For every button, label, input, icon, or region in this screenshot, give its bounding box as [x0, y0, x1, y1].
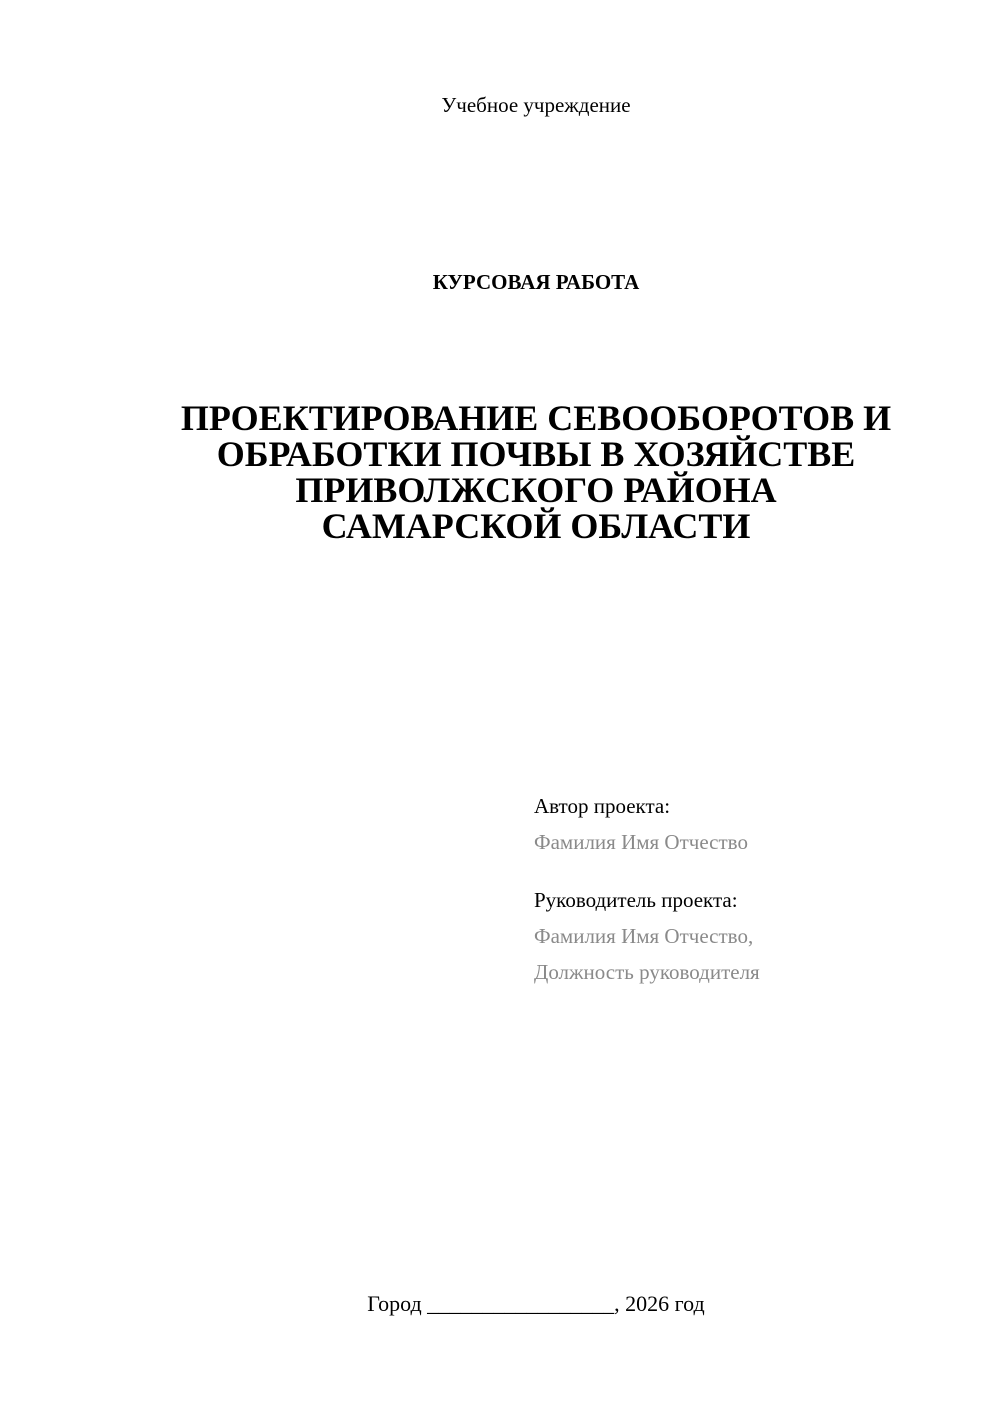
title-line: ПРОЕКТИРОВАНИЕ СЕВООБОРОТОВ И: [180, 398, 892, 438]
author-supervisor-block: [534, 788, 974, 990]
author-label: Автор проекта:: [534, 794, 671, 818]
supervisor-name: Фамилия Имя Отчество,: [534, 924, 754, 948]
supervisor-label: Руководитель проекта:: [534, 888, 738, 912]
supervisor-position: Должность руководителя: [534, 960, 760, 984]
title-line: ОБРАБОТКИ ПОЧВЫ В ХОЗЯЙСТВЕ: [216, 434, 856, 474]
institution-name: Учебное учреждение: [441, 93, 631, 117]
title-line: ПРИВОЛЖСКОГО РАЙОНА: [295, 470, 777, 510]
spacer: [534, 860, 974, 882]
city-year-line: Город _________________, 2026 год: [367, 1291, 705, 1316]
work-type-heading: КУРСОВАЯ РАБОТА: [432, 270, 640, 294]
title-line: САМАРСКОЙ ОБЛАСТИ: [321, 506, 751, 546]
author-name: Фамилия Имя Отчество: [534, 830, 748, 854]
document-title: [100, 400, 972, 544]
